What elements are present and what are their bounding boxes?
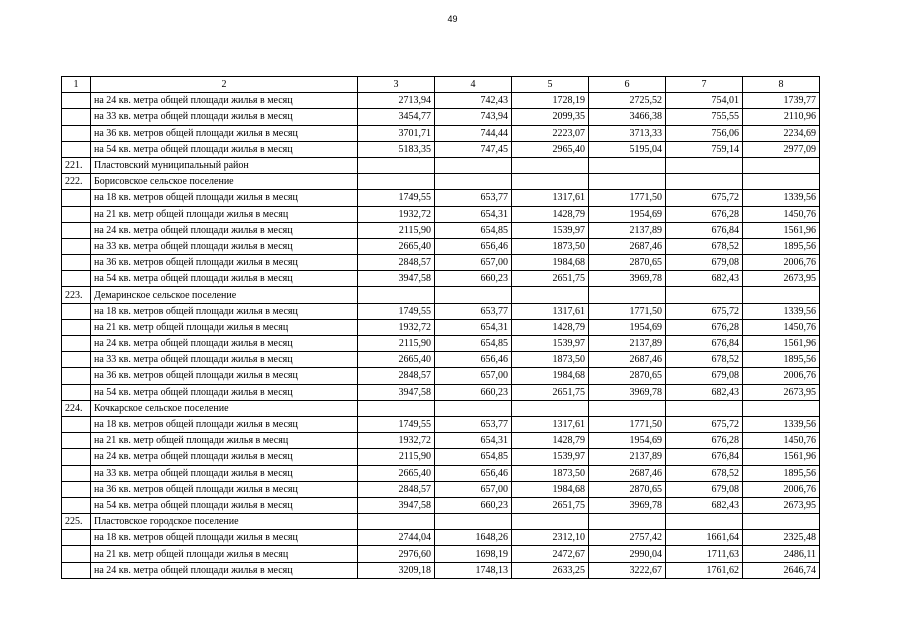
value-cell-col-7: 682,43 — [666, 497, 743, 513]
value-cell-col-5: 2633,25 — [512, 562, 589, 578]
table-row — [62, 125, 820, 141]
row-number-cell — [62, 141, 91, 157]
value-cell-col-8: 2646,74 — [743, 562, 820, 578]
value-cell-col-3 — [358, 157, 435, 173]
value-cell-col-5: 1428,79 — [512, 206, 589, 222]
value-cell-col-6: 2687,46 — [589, 352, 666, 368]
value-cell-col-4: 654,31 — [435, 319, 512, 335]
value-cell-col-5: 1428,79 — [512, 433, 589, 449]
value-cell-col-8 — [743, 514, 820, 530]
value-cell-col-7: 678,52 — [666, 465, 743, 481]
value-cell-col-4: 743,94 — [435, 109, 512, 125]
value-cell-col-4: 656,46 — [435, 238, 512, 254]
value-cell-col-6 — [589, 157, 666, 173]
row-number-cell — [62, 481, 91, 497]
row-number-cell — [62, 368, 91, 384]
table-header-row — [62, 77, 820, 93]
value-cell-col-5: 1428,79 — [512, 319, 589, 335]
value-cell-col-8 — [743, 287, 820, 303]
value-cell-col-3: 3947,58 — [358, 384, 435, 400]
table-row — [62, 303, 820, 319]
value-cell-col-3: 3947,58 — [358, 271, 435, 287]
value-cell-col-6: 1954,69 — [589, 206, 666, 222]
table-row — [62, 384, 820, 400]
value-cell-col-3: 2115,90 — [358, 336, 435, 352]
value-cell-col-7: 754,01 — [666, 93, 743, 109]
column-header-6: 6 — [589, 77, 666, 93]
value-cell-col-3: 2115,90 — [358, 449, 435, 465]
value-cell-col-7: 756,06 — [666, 125, 743, 141]
row-number-cell — [62, 319, 91, 335]
row-number-cell: 222. — [62, 174, 91, 190]
value-cell-col-3: 1932,72 — [358, 319, 435, 335]
table-row — [62, 109, 820, 125]
value-cell-col-3: 3454,77 — [358, 109, 435, 125]
value-cell-col-5 — [512, 287, 589, 303]
value-cell-col-7 — [666, 400, 743, 416]
row-number-cell — [62, 416, 91, 432]
value-cell-col-6: 1771,50 — [589, 303, 666, 319]
row-number-cell — [62, 465, 91, 481]
value-cell-col-8 — [743, 157, 820, 173]
value-cell-col-5: 1873,50 — [512, 465, 589, 481]
row-label-cell: на 36 кв. метров общей площади жилья в месяц — [91, 481, 358, 497]
value-cell-col-4: 654,85 — [435, 222, 512, 238]
value-cell-col-8: 1895,56 — [743, 352, 820, 368]
value-cell-col-8: 1450,76 — [743, 206, 820, 222]
value-cell-col-3: 1932,72 — [358, 206, 435, 222]
value-cell-col-6: 3969,78 — [589, 384, 666, 400]
value-cell-col-6: 2137,89 — [589, 449, 666, 465]
value-cell-col-5: 2651,75 — [512, 271, 589, 287]
value-cell-col-3: 3701,71 — [358, 125, 435, 141]
column-header-3: 3 — [358, 77, 435, 93]
value-cell-col-5 — [512, 157, 589, 173]
value-cell-col-4 — [435, 174, 512, 190]
value-cell-col-6: 2870,65 — [589, 481, 666, 497]
value-cell-col-7: 679,08 — [666, 368, 743, 384]
row-number-cell — [62, 433, 91, 449]
value-cell-col-8: 2673,95 — [743, 497, 820, 513]
table-row — [62, 271, 820, 287]
value-cell-col-4 — [435, 400, 512, 416]
value-cell-col-6: 2687,46 — [589, 238, 666, 254]
value-cell-col-5: 1984,68 — [512, 368, 589, 384]
value-cell-col-3: 2848,57 — [358, 255, 435, 271]
table-row — [62, 238, 820, 254]
value-cell-col-7: 679,08 — [666, 481, 743, 497]
row-number-cell — [62, 255, 91, 271]
row-label-cell: на 36 кв. метров общей площади жилья в месяц — [91, 125, 358, 141]
row-number-cell — [62, 93, 91, 109]
value-cell-col-7: 676,84 — [666, 449, 743, 465]
value-cell-col-4: 653,77 — [435, 190, 512, 206]
table-row — [62, 465, 820, 481]
value-cell-col-8: 1339,56 — [743, 190, 820, 206]
value-cell-col-7 — [666, 514, 743, 530]
row-number-cell: 224. — [62, 400, 91, 416]
value-cell-col-3: 2115,90 — [358, 222, 435, 238]
row-label-cell: на 54 кв. метра общей площади жилья в месяц — [91, 497, 358, 513]
row-label-cell: на 54 кв. метра общей площади жилья в месяц — [91, 384, 358, 400]
value-cell-col-6: 2870,65 — [589, 368, 666, 384]
value-cell-col-3: 2665,40 — [358, 352, 435, 368]
value-cell-col-7: 676,28 — [666, 433, 743, 449]
table-row — [62, 562, 820, 578]
value-cell-col-3 — [358, 514, 435, 530]
value-cell-col-6: 2725,52 — [589, 93, 666, 109]
table-row — [62, 190, 820, 206]
value-cell-col-5: 1728,19 — [512, 93, 589, 109]
value-cell-col-4: 1648,26 — [435, 530, 512, 546]
value-cell-col-3: 1749,55 — [358, 416, 435, 432]
value-cell-col-4: 747,45 — [435, 141, 512, 157]
value-cell-col-5: 2223,07 — [512, 125, 589, 141]
value-cell-col-6: 2137,89 — [589, 336, 666, 352]
value-cell-col-8: 1450,76 — [743, 319, 820, 335]
value-cell-col-6: 2137,89 — [589, 222, 666, 238]
value-cell-col-5: 1317,61 — [512, 416, 589, 432]
value-cell-col-3 — [358, 174, 435, 190]
value-cell-col-8: 1339,56 — [743, 416, 820, 432]
row-label-cell: на 24 кв. метра общей площади жилья в месяц — [91, 449, 358, 465]
section-title-cell: Демаринское сельское поселение — [91, 287, 358, 303]
section-title-cell: Пластовский муниципальный район — [91, 157, 358, 173]
column-header-1: 1 — [62, 77, 91, 93]
value-cell-col-3: 2713,94 — [358, 93, 435, 109]
row-number-cell — [62, 449, 91, 465]
column-header-7: 7 — [666, 77, 743, 93]
section-row — [62, 157, 820, 173]
value-cell-col-7: 675,72 — [666, 190, 743, 206]
table-row — [62, 416, 820, 432]
value-cell-col-3: 2848,57 — [358, 481, 435, 497]
value-cell-col-5: 1317,61 — [512, 303, 589, 319]
value-cell-col-4: 653,77 — [435, 416, 512, 432]
value-cell-col-5: 2099,35 — [512, 109, 589, 125]
table-row — [62, 497, 820, 513]
value-cell-col-6 — [589, 514, 666, 530]
row-number-cell — [62, 271, 91, 287]
row-label-cell: на 18 кв. метров общей площади жилья в месяц — [91, 530, 358, 546]
column-header-5: 5 — [512, 77, 589, 93]
row-number-cell — [62, 384, 91, 400]
table-row — [62, 141, 820, 157]
value-cell-col-8: 1450,76 — [743, 433, 820, 449]
section-row — [62, 400, 820, 416]
value-cell-col-6: 1771,50 — [589, 416, 666, 432]
value-cell-col-6: 1954,69 — [589, 319, 666, 335]
value-cell-col-5: 1317,61 — [512, 190, 589, 206]
value-cell-col-6: 3969,78 — [589, 497, 666, 513]
row-label-cell: на 21 кв. метр общей площади жилья в месяц — [91, 433, 358, 449]
value-cell-col-7: 1761,62 — [666, 562, 743, 578]
value-cell-col-8: 1895,56 — [743, 465, 820, 481]
row-label-cell: на 36 кв. метров общей площади жилья в месяц — [91, 368, 358, 384]
value-cell-col-6: 3222,67 — [589, 562, 666, 578]
value-cell-col-8: 1339,56 — [743, 303, 820, 319]
row-label-cell: на 54 кв. метра общей площади жилья в месяц — [91, 271, 358, 287]
value-cell-col-8: 2486,11 — [743, 546, 820, 562]
value-cell-col-7: 676,84 — [666, 336, 743, 352]
row-label-cell: на 33 кв. метра общей площади жилья в месяц — [91, 238, 358, 254]
row-number-cell — [62, 206, 91, 222]
value-cell-col-8: 1561,96 — [743, 222, 820, 238]
value-cell-col-8 — [743, 174, 820, 190]
value-cell-col-7 — [666, 287, 743, 303]
value-cell-col-3: 2665,40 — [358, 238, 435, 254]
value-cell-col-3: 2976,60 — [358, 546, 435, 562]
row-number-cell — [62, 336, 91, 352]
table-row — [62, 368, 820, 384]
value-cell-col-6: 1771,50 — [589, 190, 666, 206]
value-cell-col-6 — [589, 174, 666, 190]
row-label-cell: на 18 кв. метров общей площади жилья в месяц — [91, 416, 358, 432]
section-title-cell: Борисовское сельское поселение — [91, 174, 358, 190]
value-cell-col-4 — [435, 287, 512, 303]
row-number-cell — [62, 497, 91, 513]
section-title-cell: Кочкарское сельское поселение — [91, 400, 358, 416]
value-cell-col-3: 3947,58 — [358, 497, 435, 513]
row-label-cell: на 36 кв. метров общей площади жилья в месяц — [91, 255, 358, 271]
row-number-cell — [62, 109, 91, 125]
value-cell-col-6: 2870,65 — [589, 255, 666, 271]
table-row — [62, 319, 820, 335]
value-cell-col-3: 2665,40 — [358, 465, 435, 481]
value-cell-col-4: 657,00 — [435, 368, 512, 384]
value-cell-col-7: 679,08 — [666, 255, 743, 271]
value-cell-col-8: 2006,76 — [743, 255, 820, 271]
section-row — [62, 514, 820, 530]
table-row — [62, 93, 820, 109]
value-cell-col-5 — [512, 400, 589, 416]
value-cell-col-8: 1895,56 — [743, 238, 820, 254]
value-cell-col-7: 676,28 — [666, 206, 743, 222]
value-cell-col-7: 755,55 — [666, 109, 743, 125]
value-cell-col-7: 675,72 — [666, 416, 743, 432]
value-cell-col-5: 1984,68 — [512, 481, 589, 497]
value-cell-col-7: 1711,63 — [666, 546, 743, 562]
value-cell-col-7 — [666, 157, 743, 173]
value-cell-col-4: 656,46 — [435, 465, 512, 481]
value-cell-col-7: 1661,64 — [666, 530, 743, 546]
value-cell-col-3: 5183,35 — [358, 141, 435, 157]
value-cell-col-5: 2965,40 — [512, 141, 589, 157]
value-cell-col-5: 1539,97 — [512, 222, 589, 238]
page-number: 49 — [447, 14, 458, 24]
value-cell-col-4: 654,85 — [435, 336, 512, 352]
value-cell-col-8: 2110,96 — [743, 109, 820, 125]
value-cell-col-4: 657,00 — [435, 255, 512, 271]
value-cell-col-6: 2757,42 — [589, 530, 666, 546]
value-cell-col-7: 682,43 — [666, 271, 743, 287]
table-row — [62, 352, 820, 368]
value-cell-col-8: 2673,95 — [743, 271, 820, 287]
row-label-cell: на 24 кв. метра общей площади жилья в месяц — [91, 93, 358, 109]
value-cell-col-5: 1539,97 — [512, 336, 589, 352]
row-number-cell — [62, 546, 91, 562]
value-cell-col-8: 1561,96 — [743, 336, 820, 352]
row-number-cell — [62, 125, 91, 141]
value-cell-col-6: 3713,33 — [589, 125, 666, 141]
value-cell-col-4: 654,31 — [435, 206, 512, 222]
table-row — [62, 206, 820, 222]
row-number-cell: 221. — [62, 157, 91, 173]
value-cell-col-4: 654,31 — [435, 433, 512, 449]
table-row — [62, 449, 820, 465]
value-cell-col-7: 675,72 — [666, 303, 743, 319]
column-header-4: 4 — [435, 77, 512, 93]
section-row — [62, 174, 820, 190]
value-cell-col-5: 2312,10 — [512, 530, 589, 546]
value-cell-col-3: 2848,57 — [358, 368, 435, 384]
value-cell-col-3 — [358, 287, 435, 303]
row-label-cell: на 33 кв. метра общей площади жилья в месяц — [91, 352, 358, 368]
value-cell-col-4: 653,77 — [435, 303, 512, 319]
value-cell-col-4 — [435, 514, 512, 530]
value-cell-col-4: 1748,13 — [435, 562, 512, 578]
row-number-cell — [62, 562, 91, 578]
table-row — [62, 255, 820, 271]
value-cell-col-7: 759,14 — [666, 141, 743, 157]
value-cell-col-6 — [589, 287, 666, 303]
column-header-2: 2 — [91, 77, 358, 93]
table-row — [62, 336, 820, 352]
value-cell-col-8: 1561,96 — [743, 449, 820, 465]
row-number-cell: 223. — [62, 287, 91, 303]
value-cell-col-5: 2651,75 — [512, 384, 589, 400]
row-label-cell: на 21 кв. метр общей площади жилья в месяц — [91, 319, 358, 335]
value-cell-col-5 — [512, 174, 589, 190]
value-cell-col-5 — [512, 514, 589, 530]
tariff-table — [61, 76, 820, 579]
row-label-cell: на 18 кв. метров общей площади жилья в месяц — [91, 190, 358, 206]
row-label-cell: на 21 кв. метр общей площади жилья в месяц — [91, 546, 358, 562]
row-number-cell — [62, 222, 91, 238]
value-cell-col-4: 660,23 — [435, 271, 512, 287]
row-number-cell: 225. — [62, 514, 91, 530]
value-cell-col-5: 1539,97 — [512, 449, 589, 465]
value-cell-col-8: 2977,09 — [743, 141, 820, 157]
row-number-cell — [62, 530, 91, 546]
value-cell-col-8: 2325,48 — [743, 530, 820, 546]
value-cell-col-6 — [589, 400, 666, 416]
row-label-cell: на 33 кв. метра общей площади жилья в месяц — [91, 109, 358, 125]
table-row — [62, 546, 820, 562]
value-cell-col-3: 2744,04 — [358, 530, 435, 546]
value-cell-col-4: 660,23 — [435, 497, 512, 513]
value-cell-col-3: 1749,55 — [358, 303, 435, 319]
value-cell-col-4: 742,43 — [435, 93, 512, 109]
value-cell-col-8: 2006,76 — [743, 368, 820, 384]
value-cell-col-8 — [743, 400, 820, 416]
row-label-cell: на 54 кв. метра общей площади жилья в месяц — [91, 141, 358, 157]
value-cell-col-7: 676,84 — [666, 222, 743, 238]
table-row — [62, 530, 820, 546]
row-label-cell: на 24 кв. метра общей площади жилья в месяц — [91, 562, 358, 578]
value-cell-col-5: 1984,68 — [512, 255, 589, 271]
value-cell-col-3: 1749,55 — [358, 190, 435, 206]
row-number-cell — [62, 190, 91, 206]
row-number-cell — [62, 303, 91, 319]
value-cell-col-5: 1873,50 — [512, 238, 589, 254]
value-cell-col-4: 1698,19 — [435, 546, 512, 562]
value-cell-col-4: 657,00 — [435, 481, 512, 497]
value-cell-col-3: 3209,18 — [358, 562, 435, 578]
table-row — [62, 433, 820, 449]
row-number-cell — [62, 238, 91, 254]
value-cell-col-3 — [358, 400, 435, 416]
value-cell-col-7: 678,52 — [666, 352, 743, 368]
value-cell-col-4: 656,46 — [435, 352, 512, 368]
value-cell-col-8: 2673,95 — [743, 384, 820, 400]
table-row — [62, 222, 820, 238]
value-cell-col-8: 1739,77 — [743, 93, 820, 109]
row-number-cell — [62, 352, 91, 368]
value-cell-col-6: 2990,04 — [589, 546, 666, 562]
row-label-cell: на 33 кв. метра общей площади жилья в месяц — [91, 465, 358, 481]
section-title-cell: Пластовское городское поселение — [91, 514, 358, 530]
value-cell-col-5: 2651,75 — [512, 497, 589, 513]
value-cell-col-4 — [435, 157, 512, 173]
value-cell-col-7: 682,43 — [666, 384, 743, 400]
value-cell-col-6: 3466,38 — [589, 109, 666, 125]
value-cell-col-5: 2472,67 — [512, 546, 589, 562]
row-label-cell: на 21 кв. метр общей площади жилья в месяц — [91, 206, 358, 222]
value-cell-col-4: 654,85 — [435, 449, 512, 465]
value-cell-col-6: 5195,04 — [589, 141, 666, 157]
value-cell-col-4: 744,44 — [435, 125, 512, 141]
value-cell-col-8: 2006,76 — [743, 481, 820, 497]
value-cell-col-7 — [666, 174, 743, 190]
row-label-cell: на 18 кв. метров общей площади жилья в месяц — [91, 303, 358, 319]
value-cell-col-7: 678,52 — [666, 238, 743, 254]
row-label-cell: на 24 кв. метра общей площади жилья в месяц — [91, 222, 358, 238]
column-header-8: 8 — [743, 77, 820, 93]
table-row — [62, 481, 820, 497]
value-cell-col-7: 676,28 — [666, 319, 743, 335]
value-cell-col-6: 1954,69 — [589, 433, 666, 449]
value-cell-col-6: 3969,78 — [589, 271, 666, 287]
value-cell-col-3: 1932,72 — [358, 433, 435, 449]
table-body — [62, 77, 820, 579]
value-cell-col-4: 660,23 — [435, 384, 512, 400]
section-row — [62, 287, 820, 303]
value-cell-col-8: 2234,69 — [743, 125, 820, 141]
row-label-cell: на 24 кв. метра общей площади жилья в месяц — [91, 336, 358, 352]
value-cell-col-5: 1873,50 — [512, 352, 589, 368]
value-cell-col-6: 2687,46 — [589, 465, 666, 481]
